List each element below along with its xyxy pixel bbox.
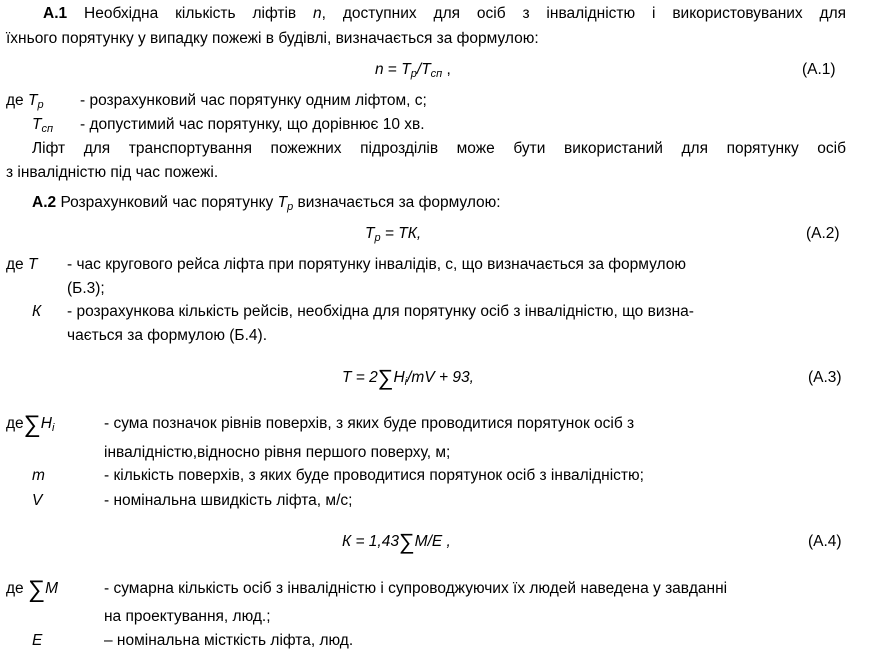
section-number: А.2 — [32, 194, 57, 211]
where-k-desc-line2: чається за формулою (Б.4). — [67, 327, 267, 344]
where-tp-desc: - розрахунковий час порятунку одним ліфтом, с; — [80, 92, 427, 109]
where-tsp-desc: - допустимий час порятунку, що дорівнює 10 хв. — [80, 116, 425, 133]
where-tsp: $T_{сп}$ — [32, 116, 54, 135]
where-t: де T — [6, 256, 38, 273]
where-t-desc-line2: (Б.3); — [67, 280, 105, 297]
where-k-desc-line1: - розрахункова кількість рейсів, необхідна для порятунку осіб з інвалідністю, що визна- — [67, 303, 694, 320]
formula-a4: К = 1,43∑M/E , — [342, 529, 451, 554]
where-sum-m-desc-line2: на проектування, люд.; — [104, 608, 271, 625]
where-t-desc-line1: - час кругового рейса ліфта при порятунку інвалідів, с, що визначається за формулою — [67, 256, 686, 273]
where-e-desc: – номінальна місткість ліфта, люд. — [104, 632, 354, 649]
where-k: К — [32, 303, 42, 320]
formula-label-a3: (А.3) — [808, 369, 842, 386]
a1-note-line1: Ліфт для транспортування пожежних підрозділів може бути використаний для порятунку осіб — [32, 140, 846, 157]
where-sum-h-desc-line1: - сума позначок рівнів поверхів, з яких буде проводитися порятунок осіб з — [104, 415, 635, 432]
where-m-desc: - кількість поверхів, з яких буде проводитися порятунок осіб з інвалідністю; — [104, 467, 644, 484]
where-sum-h: $де\sum H_i$ — [6, 411, 55, 438]
where-m: m — [32, 467, 45, 484]
where-e: E — [32, 632, 43, 649]
a2-intro: А.2 Розрахунковий час порятунку $T_р$ визначається за формулою: — [32, 194, 501, 213]
section-number: А.1 — [43, 5, 68, 22]
a1-note-line2: з інвалідністю під час пожежі. — [6, 164, 219, 181]
formula-a1: $n = T_р/T_{сп}$ , — [375, 61, 451, 80]
a1-intro-line1: А.1 Необхідна кількість ліфтів n, доступних для осіб з інвалідністю і використовуваних для — [43, 5, 847, 22]
formula-a2: $T_р$ = ТК, — [365, 225, 422, 244]
where-v-desc: - номінальна швидкість ліфта, м/с; — [104, 492, 353, 509]
formula-label-a2: (А.2) — [806, 225, 840, 242]
formula-label-a4: (А.4) — [808, 533, 842, 550]
formula-label-a1: (А.1) — [802, 61, 836, 78]
where-sum-m-desc-line1: - сумарна кількість осіб з інвалідністю і супроводжуючих їх людей наведена у завданні — [104, 580, 728, 597]
where-tp: де $T_р$ — [6, 92, 44, 111]
where-sum-h-desc-line2: інвалідністю,відносно рівня першого поверху, м; — [104, 444, 451, 461]
where-v: V — [32, 492, 43, 509]
where-sum-m: де ∑M — [6, 576, 59, 603]
formula-a3: $T = 2\sum H_i/mV + 93$, — [342, 365, 474, 390]
a1-intro-line2: їхнього порятунку у випадку пожежі в будівлі, визначається за формулою: — [6, 30, 539, 47]
